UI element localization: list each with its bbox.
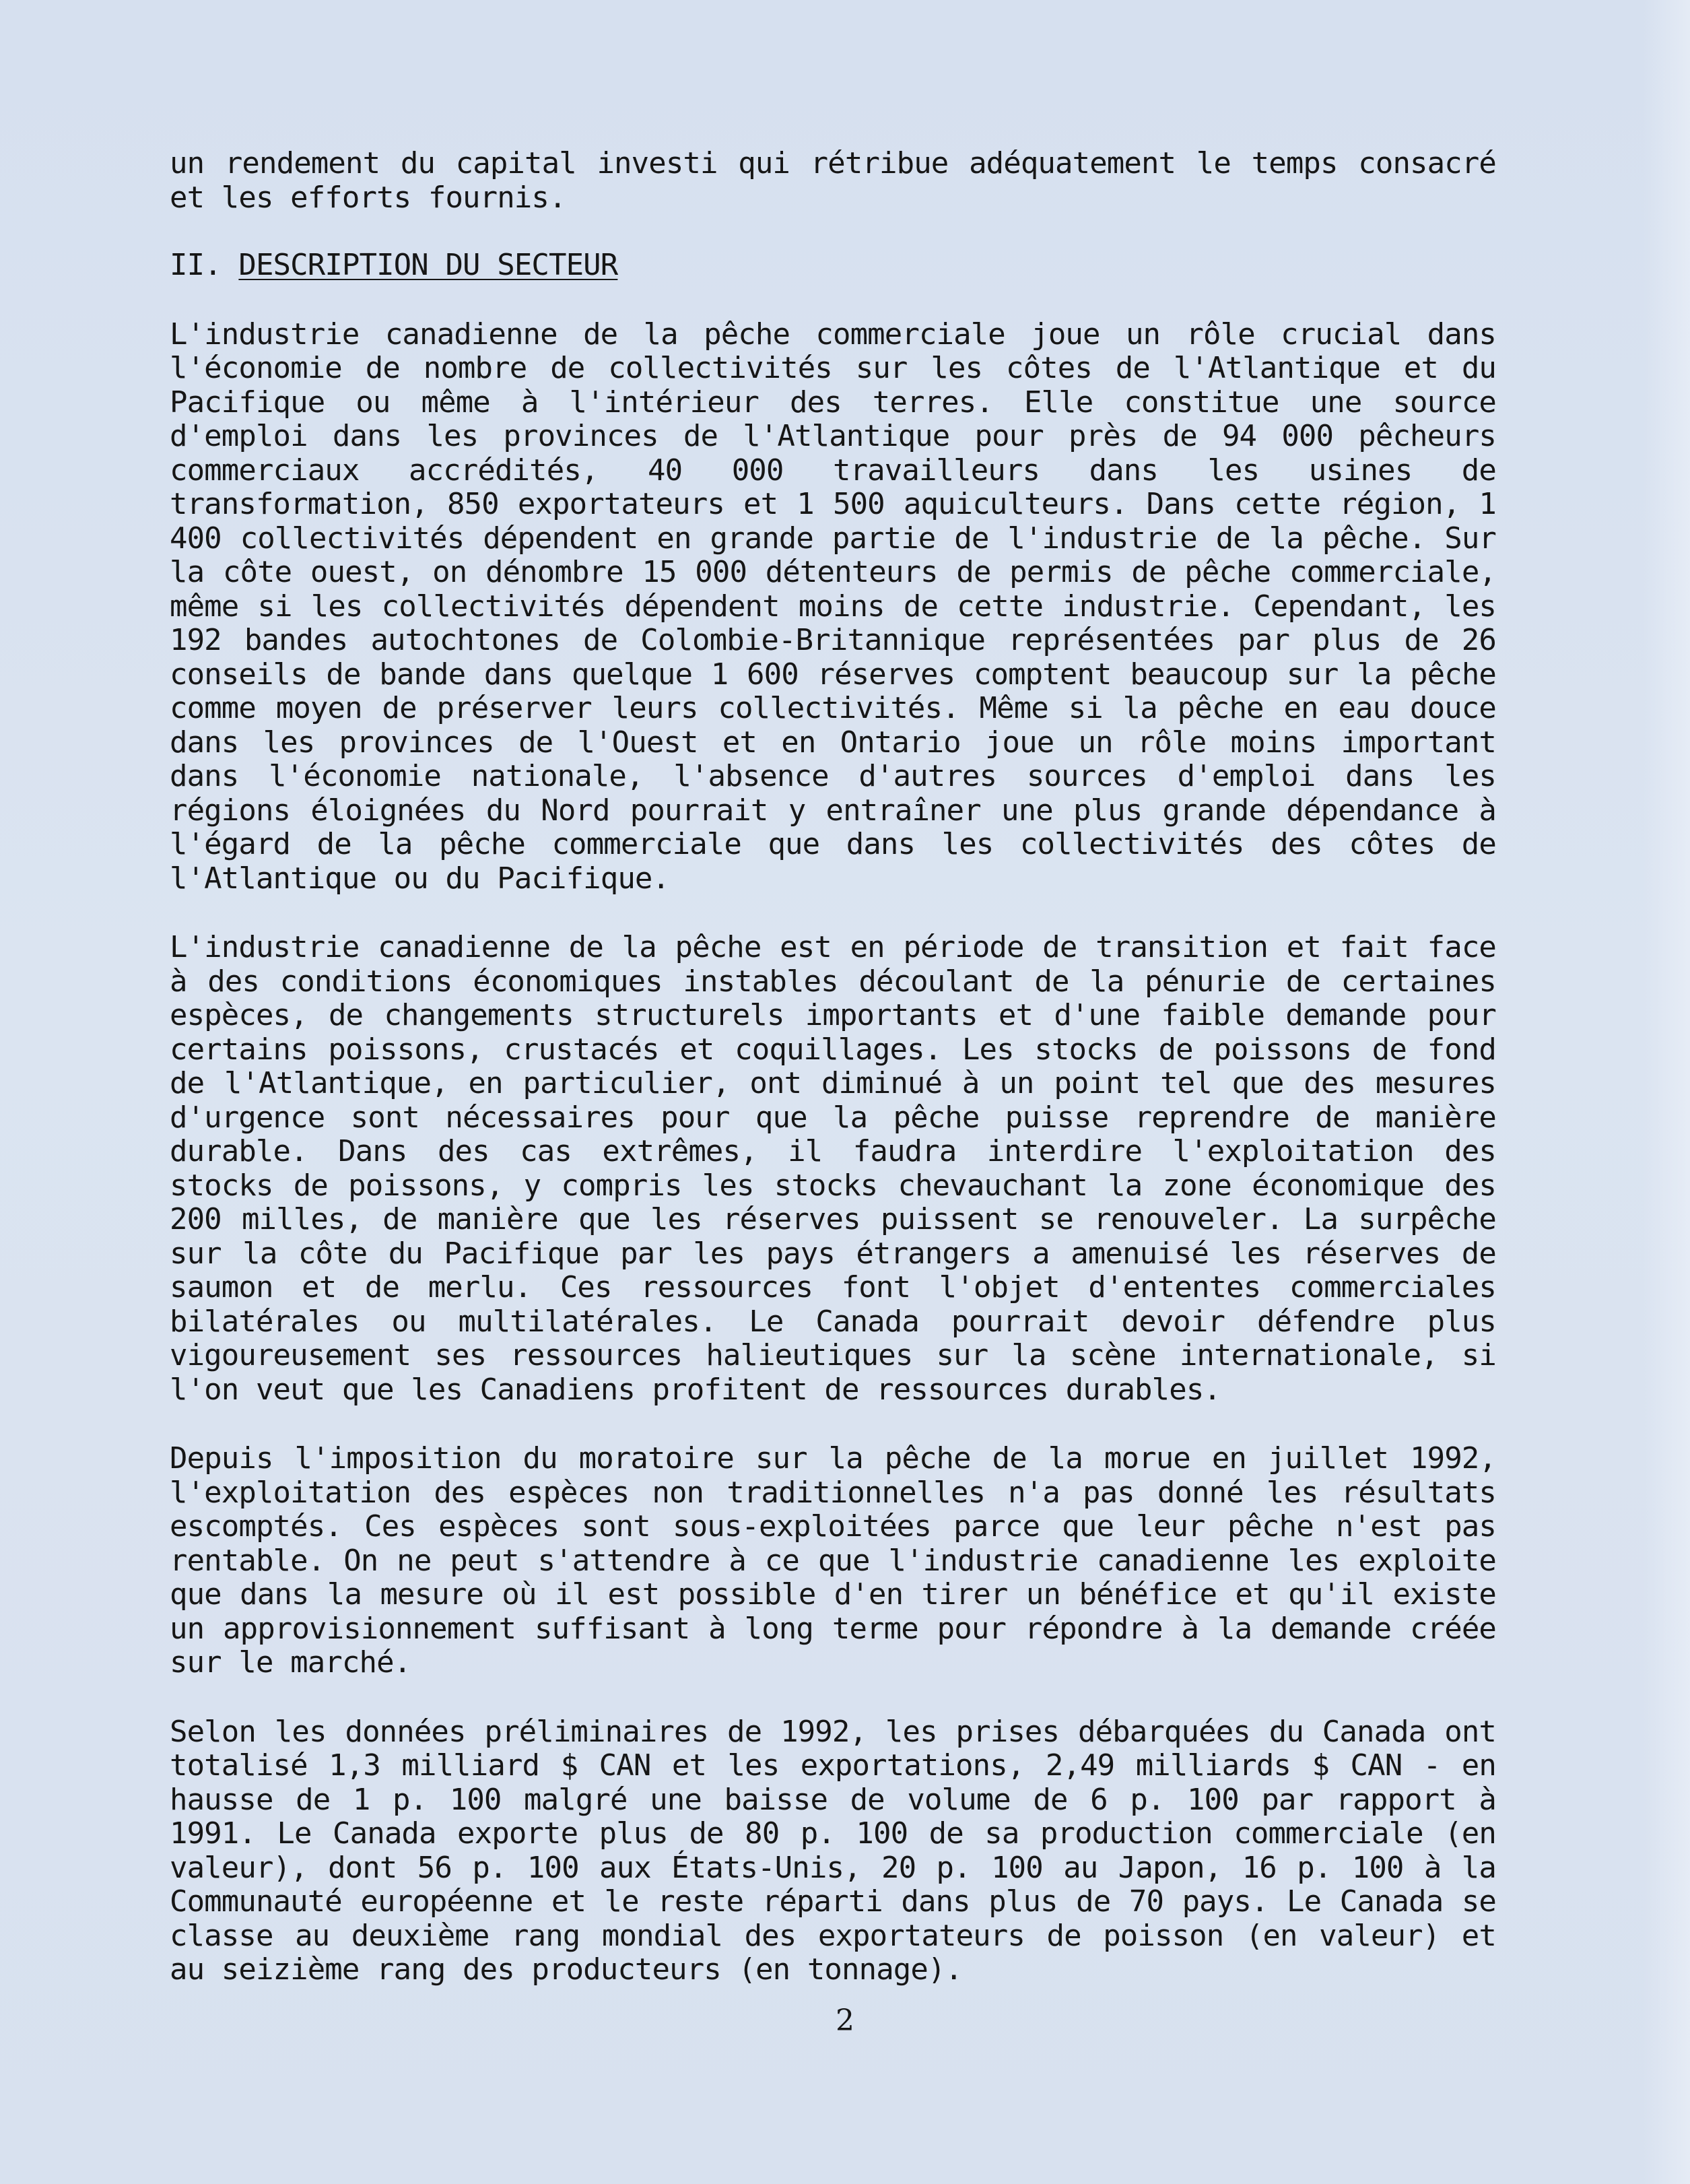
paragraph-preliminary-data: Selon les données préliminaires de 1992, les prises débarquées du Canada ont totalisé 1,3 milliard $ CAN et les exportations, 2,49 milliards $ CAN - en hausse de 1 p. 100 malgré une baisse de volume de 6 p. 100 par rapport à 1991. Le Canada exporte plus de 80 p. 100 de sa production commerciale (en valeur), dont 56 p. 100 aux États-Unis, 20 p. 100 au Japon, 16 p. 100 à la Communauté européenne et le reste réparti dans plus de 70 pays. Le Canada se classe au deuxième rang mondial des exportateurs de poisson (en valeur) et au seizième rang des producteurs (en tonnage). (170, 1714, 1496, 1987)
opening-paragraph: un rendement du capital investi qui rétribue adéquatement le temps consacré et les efforts fournis. (170, 146, 1496, 215)
section-title: DESCRIPTION DU SECTEUR (238, 248, 618, 282)
page-edge (1643, 0, 1690, 2184)
section-heading (170, 249, 1496, 283)
paragraph-transition: L'industrie canadienne de la pêche est en période de transition et fait face à des conditions économiques instables découlant de la pénurie de certaines espèces, de changements structurels importants et d'une faible demande pour certains poissons, crustacés et coquillages. Les stocks de poissons de fond de l'Atlantique, en particulier, ont diminué à un point tel que des mesures d'urgence sont nécessaires pour que la pêche puisse reprendre de manière durable. Dans des cas extrêmes, il faudra interdire l'exploitation des stocks de poissons, y compris les stocks chevauchant la zone économique des 200 milles, de manière que les réserves puissent se renouveler. La surpêche sur la côte du Pacifique par les pays étrangers a amenuisé les réserves de saumon et de merlu. Ces ressources font l'objet d'ententes commerciales bilatérales ou multilatérales. Le Canada pourrait devoir défendre plus vigoureusement ses ressources halieutiques sur la scène internationale, si l'on veut que les Canadiens profitent de ressources durables. (170, 930, 1496, 1407)
page-number: 2 (836, 2004, 854, 2038)
paragraph-industry-role: L'industrie canadienne de la pêche commerciale joue un rôle crucial dans l'économie de nombre de collectivités sur les côtes de l'Atlantique et du Pacifique ou même à l'intérieur des terres. Elle constitue une source d'emploi dans les provinces de l'Atlantique pour près de 94 000 pêcheurs commerciaux accrédités, 40 000 travailleurs dans les usines de transformation, 850 exportateurs et 1 500 aquiculteurs. Dans cette région, 1 400 collectivités dépendent en grande partie de l'industrie de la pêche. Sur la côte ouest, on dénombre 15 000 détenteurs de permis de pêche commerciale, même si les collectivités dépendent moins de cette industrie. Cependant, les 192 bandes autochtones de Colombie-Britannique représentées par plus de 26 conseils de bande dans quelque 1 600 réserves comptent beaucoup sur la pêche comme moyen de préserver leurs collectivités. Même si la pêche en eau douce dans les provinces de l'Ouest et en Ontario joue un rôle moins important dans l'économie nationale, l'absence d'autres sources d'emploi dans les régions éloignées du Nord pourrait y entraîner une plus grande dépendance à l'égard de la pêche commerciale que dans les collectivités des côtes de l'Atlantique ou du Pacifique. (170, 317, 1496, 896)
document-body (170, 147, 1496, 1987)
paragraph-moratorium: Depuis l'imposition du moratoire sur la pêche de la morue en juillet 1992, l'exploitation des espèces non traditionnelles n'a pas donné les résultats escomptés. Ces espèces sont sous-exploitées parce que leur pêche n'est pas rentable. On ne peut s'attendre à ce que l'industrie canadienne les exploite que dans la mesure où il est possible d'en tirer un bénéfice et qu'il existe un approvisionnement suffisant à long terme pour répondre à la demande créée sur le marché. (170, 1441, 1496, 1680)
section-number: II. (170, 248, 222, 282)
